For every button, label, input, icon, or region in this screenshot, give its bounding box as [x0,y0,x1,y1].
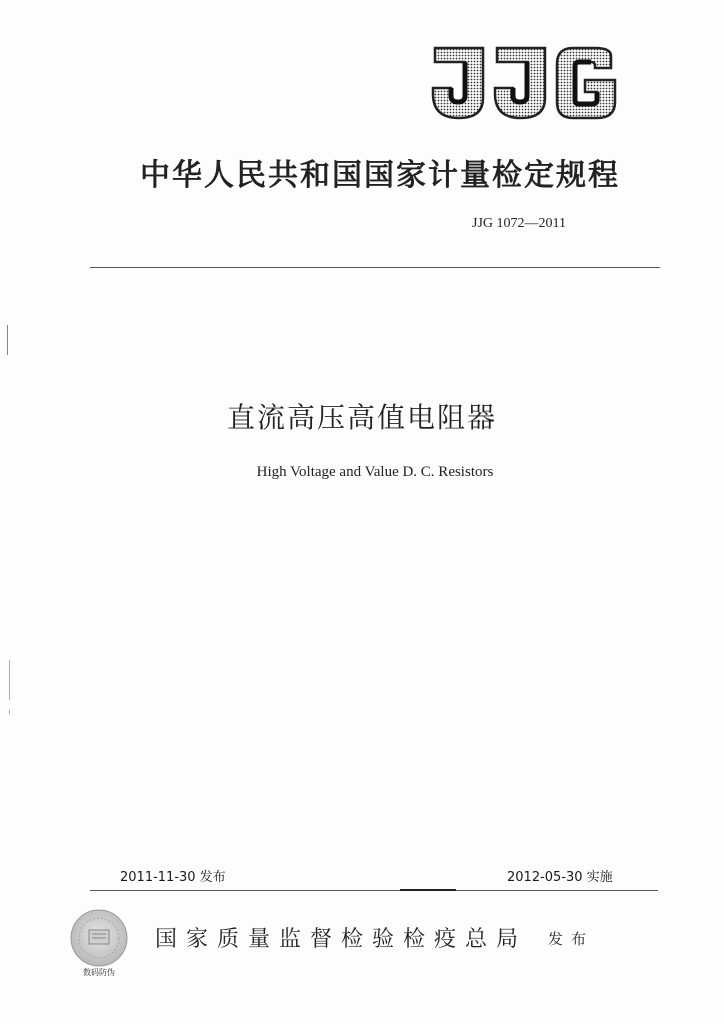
jjg-logo [425,42,621,124]
seal-text: 数码防伪 [83,968,115,977]
margin-mark [9,660,10,700]
publish-label: 发布 [548,930,595,948]
main-title: 中华人民共和国国家计量检定规程 [140,158,620,193]
bottom-divider [90,890,658,891]
effective-date: 2012-05-30 实施 [507,870,613,885]
document-title-chinese: 直流高压高值电阻器 [226,401,497,434]
margin-mark [9,710,10,714]
top-divider [90,267,660,268]
anti-counterfeit-seal [64,908,134,978]
document-title-english: High Voltage and Value D. C. Resistors [256,464,494,480]
issue-date: 2011-11-30 发布 [120,870,226,885]
standard-code: JJG 1072—2011 [472,216,566,231]
bottom-divider-accent [400,889,456,891]
publisher-name: 国家质量监督检验检疫总局 [155,927,528,952]
margin-mark [7,325,8,355]
